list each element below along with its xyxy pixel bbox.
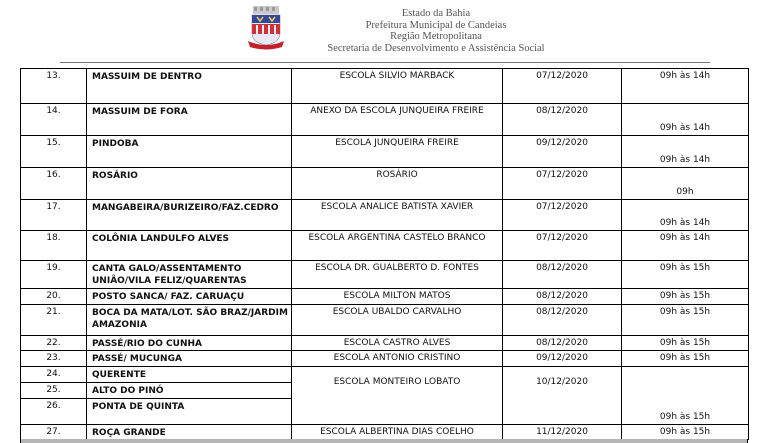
time-cell: 09h às 14h: [622, 69, 749, 104]
row-number: 25.: [21, 383, 87, 399]
row-number: 18.: [21, 231, 87, 261]
school-cell: ESCOLA ARGENTINA CASTELO BRANCO: [292, 231, 503, 261]
time-cell-merged: 09h às 15h: [622, 367, 749, 425]
date-cell: 07/12/2020: [503, 69, 622, 104]
time-cell: 09h às 15h: [622, 261, 749, 289]
row-number: 21.: [21, 305, 87, 336]
table-row: [21, 136, 749, 168]
table-row: [21, 200, 749, 231]
location-cell: CANTA GALO/ASSENTAMENTO UNIÃO/VILA FELIZ/QUARENTAS: [87, 261, 292, 289]
school-cell: ANEXO DA ESCOLA JUNQUEIRA FREIRE: [292, 104, 503, 136]
location-cell: PONTA DE QUINTA: [87, 399, 292, 425]
location-cell: ROÇA GRANDE: [87, 425, 292, 440]
school-cell: ESCOLA ANALICE BATISTA XAVIER: [292, 200, 503, 231]
location-cell: MASSUIM DE FORA: [87, 104, 292, 136]
location-cell: POSTO SANCA/ FAZ. CARUAÇU: [87, 289, 292, 305]
table-row: [21, 336, 749, 351]
time-cell: 09h às 15h: [622, 336, 749, 351]
row-number: 16.: [21, 168, 87, 200]
header-line-secretariat: Secretaria de Desenvolvimento e Assistência Social: [327, 42, 545, 54]
header-text: [286, 8, 586, 54]
location-cell: BOCA DA MATA/LOT. SÃO BRAZ/JARDIM AMAZONIA: [87, 305, 292, 336]
table-row: [21, 367, 749, 383]
date-cell: 11/12/2020: [503, 425, 622, 440]
time-cell: 09h às 15h: [622, 351, 749, 367]
time-cell: 09h às 15h: [622, 425, 749, 440]
time-cell: 09h: [622, 168, 749, 200]
row-number: 14.: [21, 104, 87, 136]
time-cell: 09h às 14h: [622, 231, 749, 261]
schedule-table: [20, 68, 749, 440]
document-header: [0, 0, 773, 62]
table-row: [21, 351, 749, 367]
row-number: 23.: [21, 351, 87, 367]
date-cell: 08/12/2020: [503, 305, 622, 336]
row-number: 17.: [21, 200, 87, 231]
school-cell: ESCOLA MILTON MATOS: [292, 289, 503, 305]
school-cell: ESCOLA ALBERTINA DIAS COELHO: [292, 425, 503, 440]
date-cell: 08/12/2020: [503, 336, 622, 351]
header-line-prefecture: Prefeitura Municipal de Candeias: [365, 19, 507, 31]
table-row: [21, 261, 749, 289]
school-cell: ESCOLA DR. GUALBERTO D. FONTES: [292, 261, 503, 289]
row-number: 26.: [21, 399, 87, 425]
school-cell-merged: ESCOLA MONTEIRO LOBATO: [292, 367, 503, 425]
row-number: 24.: [21, 367, 87, 383]
time-cell: 09h às 14h: [622, 136, 749, 168]
date-cell: 09/12/2020: [503, 136, 622, 168]
time-cell: 09h às 15h: [622, 289, 749, 305]
date-cell: 07/12/2020: [503, 231, 622, 261]
time-cell: 09h às 14h: [622, 200, 749, 231]
school-cell: ESCOLA ANTONIO CRISTINO: [292, 351, 503, 367]
location-cell: PINDOBA: [87, 136, 292, 168]
date-cell: 08/12/2020: [503, 261, 622, 289]
table-row: [21, 305, 749, 336]
school-cell: ESCOLA UBALDO CARVALHO: [292, 305, 503, 336]
header-line-region: Região Metropolitana: [390, 31, 482, 42]
coat-of-arms-logo: [248, 5, 284, 51]
school-cell: ESCOLA JUNQUEIRA FREIRE: [292, 136, 503, 168]
row-number: 27.: [21, 425, 87, 440]
time-cell: 09h às 15h: [622, 305, 749, 336]
location-cell: ROSÁRIO: [87, 168, 292, 200]
table-row: [21, 425, 749, 440]
location-cell: PASSÉ/ MUCUNGA: [87, 351, 292, 367]
table-row: [21, 168, 749, 200]
row-number: 15.: [21, 136, 87, 168]
table-row: [21, 104, 749, 136]
row-number: 20.: [21, 289, 87, 305]
date-cell: 08/12/2020: [503, 104, 622, 136]
row-number: 13.: [21, 69, 87, 104]
date-cell: 07/12/2020: [503, 200, 622, 231]
date-cell: 08/12/2020: [503, 289, 622, 305]
location-cell: MANGABEIRA/BURIZEIRO/FAZ.CEDRO: [87, 200, 292, 231]
header-divider: [60, 62, 710, 63]
time-cell: 09h às 14h: [622, 104, 749, 136]
row-number: 22.: [21, 336, 87, 351]
date-cell: 07/12/2020: [503, 168, 622, 200]
school-cell: ESCOLA SILVIO MARBACK: [292, 69, 503, 104]
header-line-state: Estado da Bahia: [401, 8, 471, 19]
school-cell: ESCOLA CASTRO ALVES: [292, 336, 503, 351]
date-cell: 09/12/2020: [503, 351, 622, 367]
row-number: 19.: [21, 261, 87, 289]
location-cell: PASSÉ/RIO DO CUNHA: [87, 336, 292, 351]
location-cell: ALTO DO PINÓ: [87, 383, 292, 399]
date-cell-merged: 10/12/2020: [503, 367, 622, 425]
location-cell: MASSUIM DE DENTRO: [87, 69, 292, 104]
table-row: [21, 289, 749, 305]
table-shaded-row: [20, 439, 748, 443]
table-row: [21, 69, 749, 104]
table-row: [21, 231, 749, 261]
school-cell: ROSÁRIO: [292, 168, 503, 200]
location-cell: QUERENTE: [87, 367, 292, 383]
location-cell: COLÔNIA LANDULFO ALVES: [87, 231, 292, 261]
